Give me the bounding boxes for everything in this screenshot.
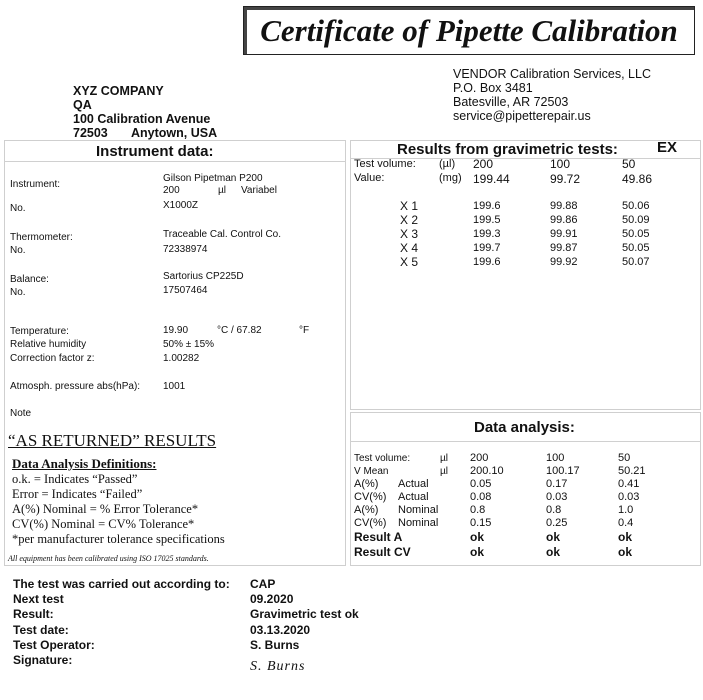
grav-row-label: X 3 [400, 227, 419, 241]
vendor-city: Batesville, AR 72503 [453, 95, 569, 109]
signature-label: Signature: [13, 653, 73, 667]
result-cv-value: ok [546, 545, 561, 559]
ex-badge: EX [657, 139, 678, 156]
grav-row-value: 199.6 [473, 256, 501, 268]
analysis-row-value: 100 [546, 452, 565, 464]
as-returned-heading: “AS RETURNED” RESULTS [8, 431, 217, 450]
definition-line: CV(%) Nominal = CV% Tolerance* [12, 517, 195, 531]
analysis-row-value: 50.21 [618, 465, 646, 477]
analysis-row-value: 1.0 [618, 504, 634, 516]
customer-name: XYZ COMPANY [73, 84, 164, 98]
grav-row-value: 50.05 [622, 228, 650, 240]
definition-line: Error = Indicates “Failed” [12, 487, 143, 501]
humidity-value: 50% ± 15% [163, 339, 215, 350]
customer-dept: QA [73, 98, 92, 112]
analysis-row-label: A(%) [354, 504, 379, 516]
analysis-row-label: Test volume: [354, 453, 411, 464]
analysis-row-value: 0.8 [470, 504, 486, 516]
definition-line: A(%) Nominal = % Error Tolerance* [12, 502, 199, 516]
analysis-row-value: 0.05 [470, 478, 492, 490]
temperature-c: 19.90 [163, 325, 189, 336]
grav-row-value: 50.07 [622, 256, 650, 268]
result-cv-label: Result CV [354, 545, 411, 559]
analysis-row-value: 0.25 [546, 517, 568, 529]
iso-footnote: All equipment has been calibrated using ISO 17025 standards. [8, 554, 209, 563]
result-a-value: ok [470, 530, 485, 544]
next-test-value: 09.2020 [250, 592, 294, 606]
correction-value: 1.00282 [163, 353, 200, 364]
grav-row-value: 99.86 [550, 214, 578, 226]
gravimetric-heading: Results from gravimetric tests: [397, 141, 618, 158]
customer-city: Anytown, USA [131, 126, 218, 140]
grav-test-volume-label: Test volume: [354, 158, 416, 170]
result-a-label: Result A [354, 530, 403, 544]
humidity-label: Relative humidity [10, 339, 87, 350]
grav-mean-value: 49.86 [622, 172, 653, 186]
vendor-email[interactable]: service@pipetterepair.us [453, 109, 591, 123]
according-label: The test was carried out according to: [13, 577, 230, 591]
analysis-row-sub: Nominal [398, 517, 439, 529]
customer-zip: 72503 [73, 126, 108, 140]
balance-value: Sartorius CP225D [163, 271, 244, 282]
pressure-value: 1001 [163, 381, 186, 392]
grav-col-header: 100 [550, 157, 571, 171]
grav-row-value: 199.5 [473, 214, 501, 226]
note-label: Note [10, 408, 32, 419]
grav-row-value: 199.3 [473, 228, 501, 240]
grav-row-label: X 1 [400, 199, 419, 213]
grav-row-value: 199.6 [473, 200, 501, 212]
vendor-name: VENDOR Calibration Services, LLC [453, 67, 651, 81]
definitions-title: Data Analysis Definitions: [12, 456, 157, 471]
grav-row-value: 50.09 [622, 214, 650, 226]
grav-row-value: 99.87 [550, 242, 578, 254]
result-a-value: ok [618, 530, 633, 544]
grav-row-value: 199.7 [473, 242, 501, 254]
analysis-row-label: V Mean [354, 466, 389, 477]
grav-row-value: 99.88 [550, 200, 578, 212]
data-analysis-heading: Data analysis: [474, 419, 575, 436]
temperature-c-unit: °C / 67.82 [217, 325, 262, 336]
analysis-row-sub: Actual [398, 478, 429, 490]
temperature-f-unit: °F [299, 325, 310, 336]
instrument-no-value: X1000Z [163, 200, 199, 211]
customer-street: 100 Calibration Avenue [73, 112, 211, 126]
grav-value-label: Value: [354, 172, 385, 184]
temperature-label: Temperature: [10, 326, 69, 337]
certificate-title: Certificate of Pipette Calibration [260, 13, 678, 48]
grav-mean-value: 99.72 [550, 172, 581, 186]
analysis-row-value: 100.17 [546, 465, 580, 477]
analysis-row-value: 200 [470, 452, 489, 464]
test-date-value: 03.13.2020 [250, 623, 311, 637]
analysis-row-value: 0.4 [618, 517, 634, 529]
certificate-title-box [243, 6, 695, 55]
grav-row-value: 50.06 [622, 200, 650, 212]
thermometer-value: Traceable Cal. Control Co. [163, 229, 282, 240]
thermometer-no-label: No. [10, 245, 26, 256]
instrument-heading: Instrument data: [96, 143, 214, 160]
grav-row-value: 99.91 [550, 228, 578, 240]
balance-label: Balance: [10, 274, 49, 285]
analysis-row-value: 0.41 [618, 478, 640, 490]
signature: S. Burns [250, 659, 306, 674]
analysis-row-value: 200.10 [470, 465, 504, 477]
correction-label: Correction factor z: [10, 353, 95, 364]
result-cv-value: ok [618, 545, 633, 559]
grav-col-header: 50 [622, 157, 636, 171]
definition-line: *per manufacturer tolerance specifications [12, 532, 225, 546]
instrument-label: Instrument: [10, 179, 61, 190]
analysis-row-label: CV(%) [354, 491, 387, 503]
instrument-volume-unit: µl [218, 185, 226, 196]
thermometer-no-value: 72338974 [163, 244, 208, 255]
analysis-row-sub: Nominal [398, 504, 439, 516]
according-value: CAP [250, 577, 276, 591]
grav-col-header: 200 [473, 157, 494, 171]
instrument-volume-type: Variabel [241, 185, 277, 196]
analysis-row-value: 0.03 [618, 491, 640, 503]
grav-row-label: X 2 [400, 213, 419, 227]
analysis-row-value: 0.08 [470, 491, 492, 503]
analysis-row-unit: µl [440, 466, 448, 477]
grav-row-value: 99.92 [550, 256, 578, 268]
grav-mean-value: 199.44 [473, 172, 510, 186]
analysis-row-value: 0.17 [546, 478, 568, 490]
operator-label: Test Operator: [13, 638, 95, 652]
result-cv-value: ok [470, 545, 485, 559]
grav-row-value: 50.05 [622, 242, 650, 254]
analysis-row-unit: µl [440, 453, 448, 464]
grav-test-volume-unit: (µl) [439, 158, 456, 170]
result-label: Result: [13, 607, 54, 621]
balance-no-label: No. [10, 287, 26, 298]
balance-no-value: 17507464 [163, 285, 208, 296]
grav-value-unit: (mg) [439, 172, 462, 184]
grav-row-label: X 5 [400, 255, 419, 269]
definition-line: o.k. = Indicates “Passed” [12, 472, 138, 486]
thermometer-label: Thermometer: [10, 232, 73, 243]
result-a-value: ok [546, 530, 561, 544]
vendor-pobox: P.O. Box 3481 [453, 81, 533, 95]
analysis-row-sub: Actual [398, 491, 429, 503]
analysis-row-label: CV(%) [354, 517, 387, 529]
analysis-row-label: A(%) [354, 478, 379, 490]
grav-row-label: X 4 [400, 241, 419, 255]
instrument-value: Gilson Pipetman P200 [163, 173, 263, 184]
next-test-label: Next test [13, 592, 64, 606]
test-date-label: Test date: [13, 623, 69, 637]
operator-value: S. Burns [250, 638, 300, 652]
pressure-label: Atmosph. pressure abs(hPa): [10, 381, 141, 392]
analysis-row-value: 50 [618, 452, 631, 464]
instrument-no-label: No. [10, 203, 26, 214]
analysis-row-value: 0.15 [470, 517, 492, 529]
instrument-volume: 200 [163, 185, 180, 196]
analysis-row-value: 0.8 [546, 504, 562, 516]
analysis-row-value: 0.03 [546, 491, 568, 503]
result-value: Gravimetric test ok [250, 607, 359, 621]
